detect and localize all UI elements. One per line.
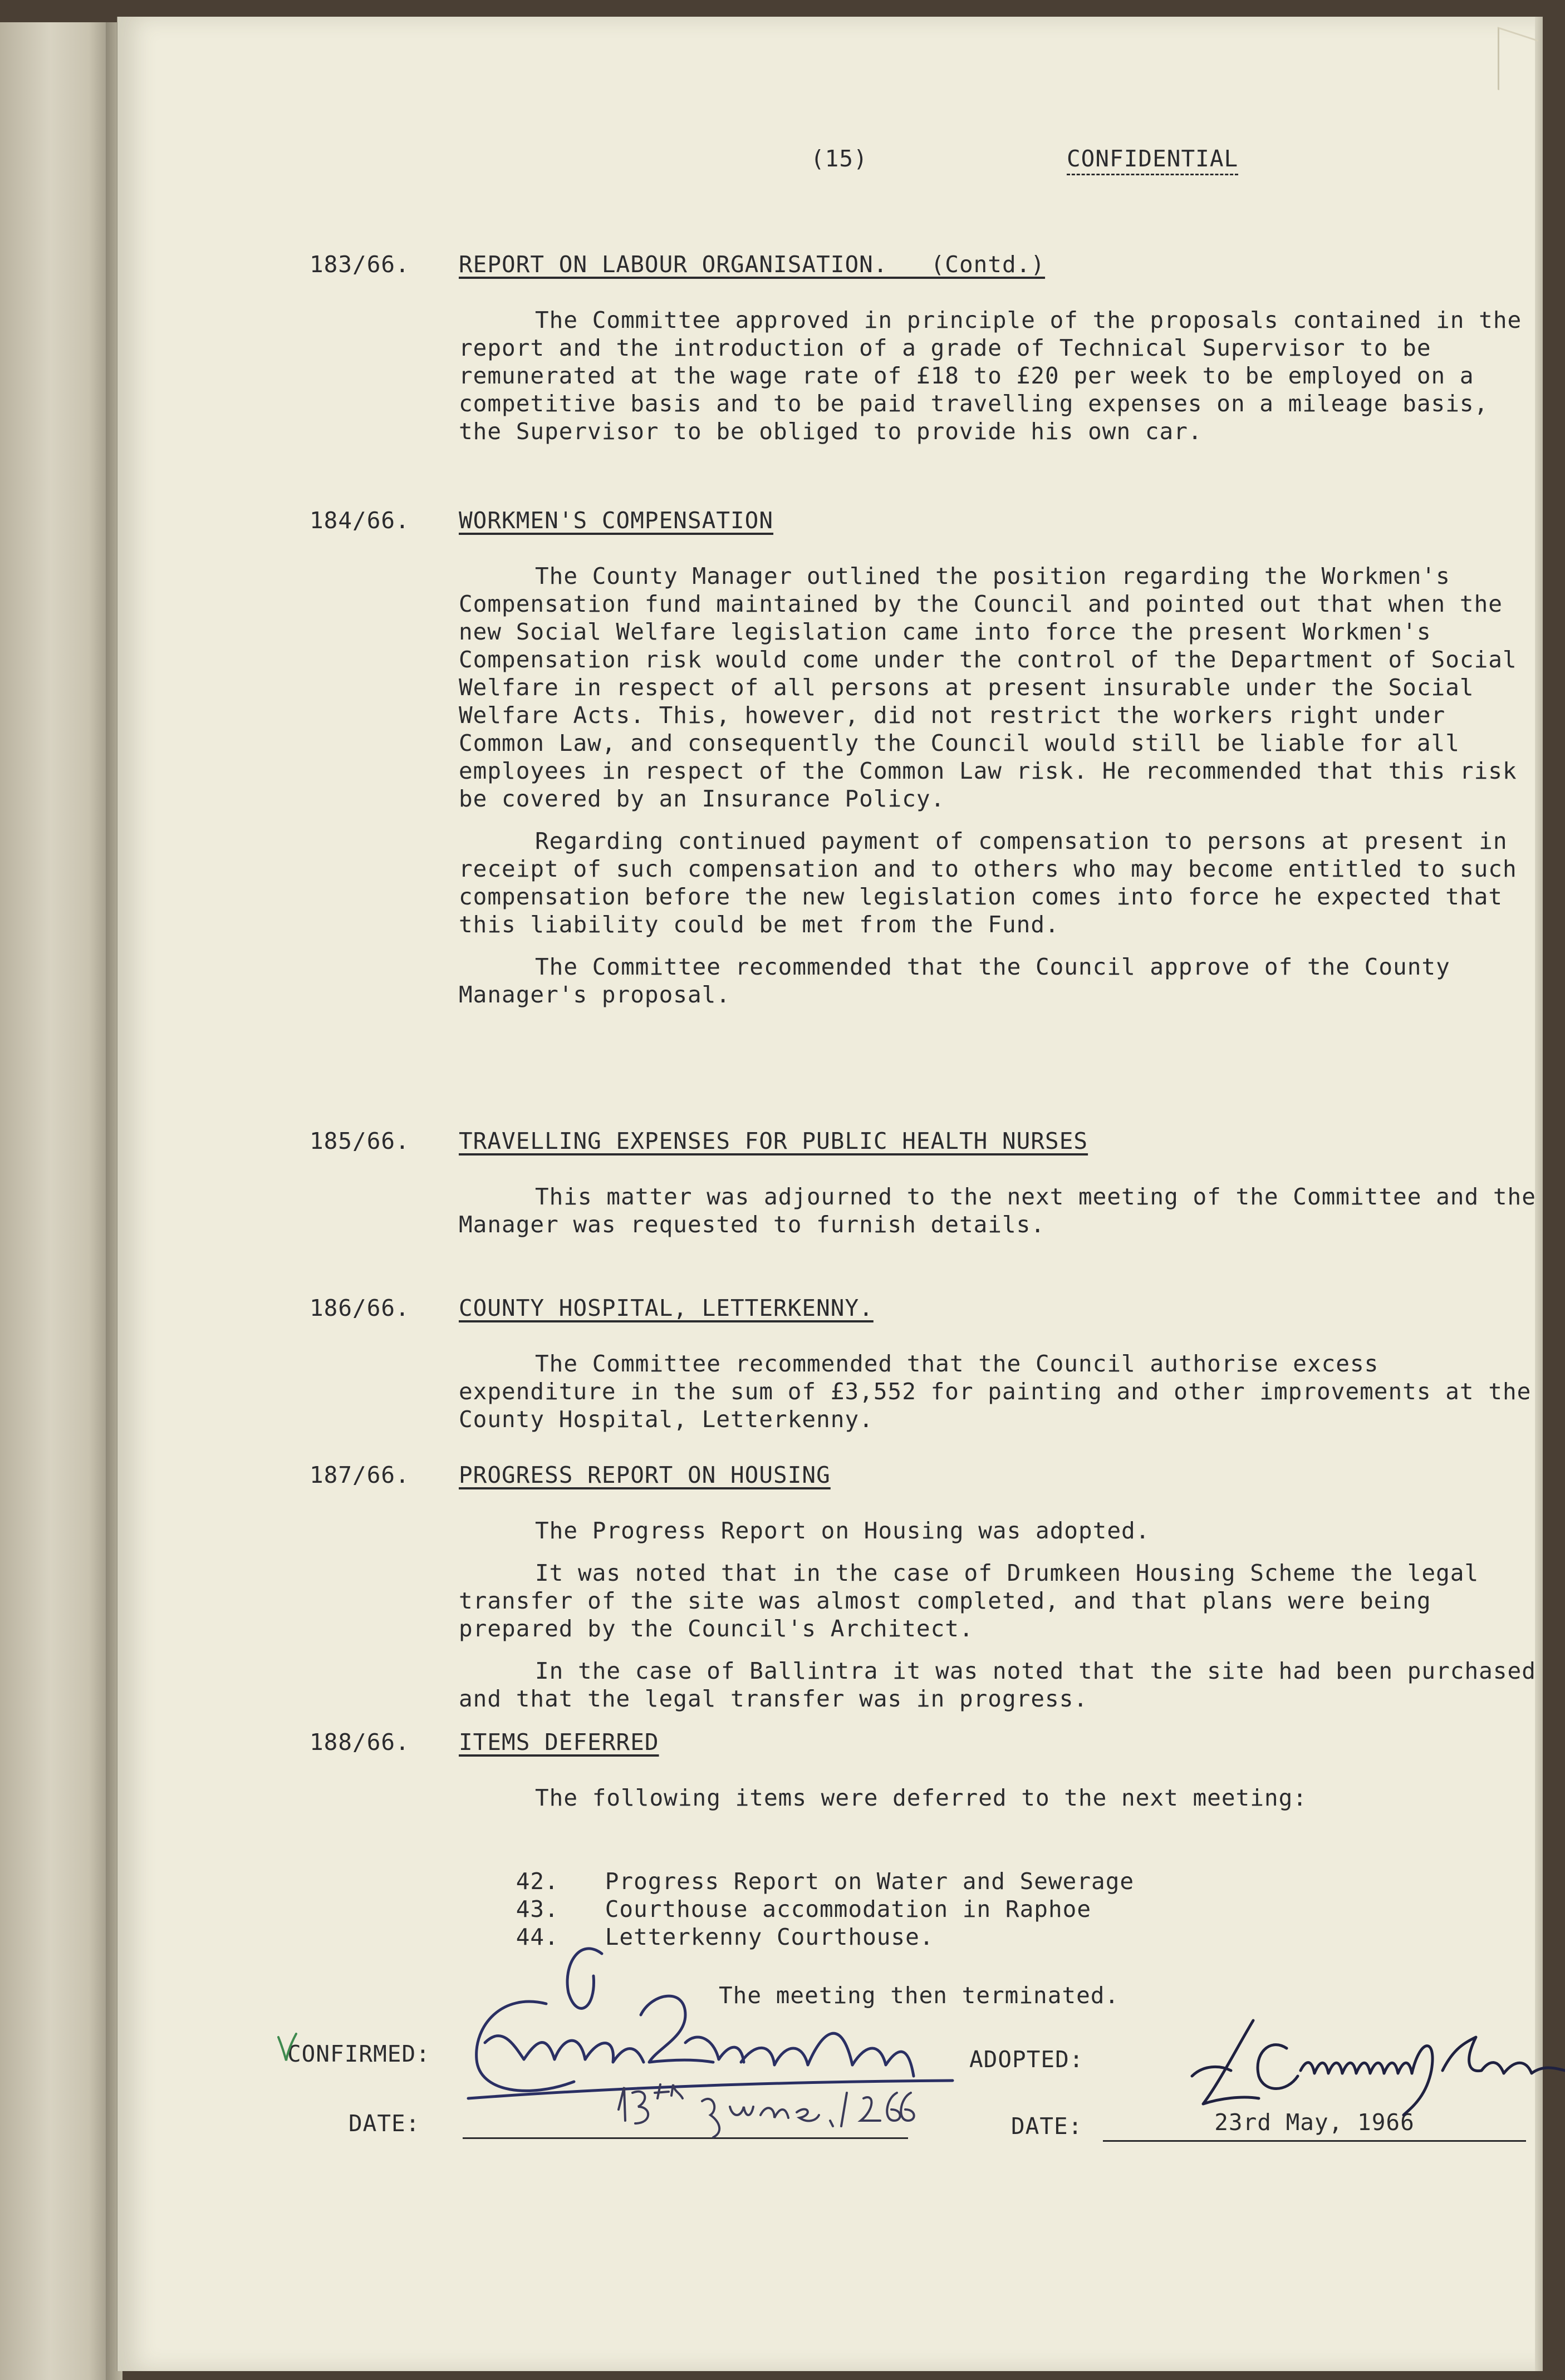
minute-number: 188/66. (310, 1729, 410, 1756)
page-number: (15) (811, 145, 868, 172)
minute-heading: PROGRESS REPORT ON HOUSING (459, 1462, 831, 1488)
minute-heading: REPORT ON LABOUR ORGANISATION. (Contd.) (459, 251, 1046, 278)
minute-number: 185/66. (310, 1128, 410, 1154)
minute-number: 187/66. (310, 1462, 410, 1488)
date-label: DATE: (349, 2110, 420, 2137)
minute-body (459, 306, 1544, 460)
minute-heading: ITEMS DEFERRED (459, 1729, 659, 1756)
document-page (117, 17, 1543, 2371)
date-label: DATE: (1011, 2113, 1083, 2140)
item-number: 42. (516, 1868, 559, 1895)
manager-signature (1186, 2004, 1565, 2126)
minute-heading: COUNTY HOSPITAL, LETTERKENNY. (459, 1295, 874, 1321)
paragraph: The Committee recommended that the Council approve of the County Manager's proposal. (459, 953, 1450, 1008)
item-text: Progress Report on Water and Sewerage (605, 1868, 1135, 1895)
closing-statement: The meeting then terminated. (719, 1982, 1120, 2009)
item-number: 44. (516, 1924, 559, 1950)
minute-body (459, 1784, 1544, 1826)
minute-body (459, 1183, 1544, 1253)
confirmed-label: CONFIRMED: (287, 2040, 430, 2067)
adopted-date-line (1103, 2140, 1526, 2142)
minute-number: 183/66. (310, 251, 410, 278)
paragraph: This matter was adjourned to the next meeting of the Committee and the Manager was requested to furnish details. (459, 1183, 1536, 1238)
page-corner-fold (1498, 27, 1538, 103)
paragraph: Regarding continued payment of compensation to persons at present in receipt of such compensation and to others who may become entitled to such compensation before the new legislation comes into force he expected that this liability could be met from the Fund. (459, 828, 1517, 938)
left-facing-page (0, 22, 112, 2380)
paragraph: The Committee recommended that the Council authorise excess expenditure in the sum of £3,552 for painting and other improvements at the County Hospital, Letterkenny. (459, 1350, 1532, 1433)
minute-body (459, 1350, 1544, 1448)
paragraph: The following items were deferred to the next meeting: (535, 1784, 1307, 1811)
item-text: Courthouse accommodation in Raphoe (605, 1896, 1092, 1922)
minute-heading: WORKMEN'S COMPENSATION (459, 507, 774, 534)
minute-heading: TRAVELLING EXPENSES FOR PUBLIC HEALTH NURSES (459, 1128, 1088, 1154)
paragraph: It was noted that in the case of Drumkeen Housing Scheme the legal transfer of the site was almost completed, and that plans were being prepared by the Council's Architect. (459, 1560, 1479, 1642)
minute-body (459, 1517, 1544, 1727)
adopted-label: ADOPTED: (969, 2046, 1084, 2073)
item-number: 43. (516, 1896, 559, 1922)
adopted-date: 23rd May, 1966 (1214, 2109, 1415, 2136)
paragraph: The Committee approved in principle of the proposals contained in the report and the introduction of a grade of Technical Supervisor to be remunerated at the wage rate of £18 to £20 per week to be employed on a competitive basis and to be paid travelling expenses on a mileage basis, the Supervisor to be obliged to provide his own car. (459, 307, 1522, 445)
paragraph: The County Manager outlined the position regarding the Workmen's Compensation fund maintained by the Council and pointed out that when the new Social Welfare legislation came into force the present Workmen's Compensation risk would come under the control of the Department of Social Welfare in respect of all persons at present insurable under the Social Welfare Acts. This, however, did not restrict the workers right under Common Law, and consequently the Council would still be liable for all employees in respect of the Common Law risk. He recommended that this risk be covered by an Insurance Policy. (459, 563, 1517, 812)
minute-body (459, 562, 1544, 1023)
minute-number: 186/66. (310, 1295, 410, 1321)
tick-mark-icon (276, 2032, 298, 2065)
paragraph: In the case of Ballintra it was noted that the site had been purchased and that the legal transfer was in progress. (459, 1658, 1536, 1712)
item-text: Letterkenny Courthouse. (605, 1924, 934, 1950)
minute-number: 184/66. (310, 507, 410, 534)
paragraph: The Progress Report on Housing was adopted. (535, 1517, 1150, 1544)
confidential-label: CONFIDENTIAL (1067, 145, 1238, 175)
confirmed-date-handwriting (607, 2076, 919, 2143)
